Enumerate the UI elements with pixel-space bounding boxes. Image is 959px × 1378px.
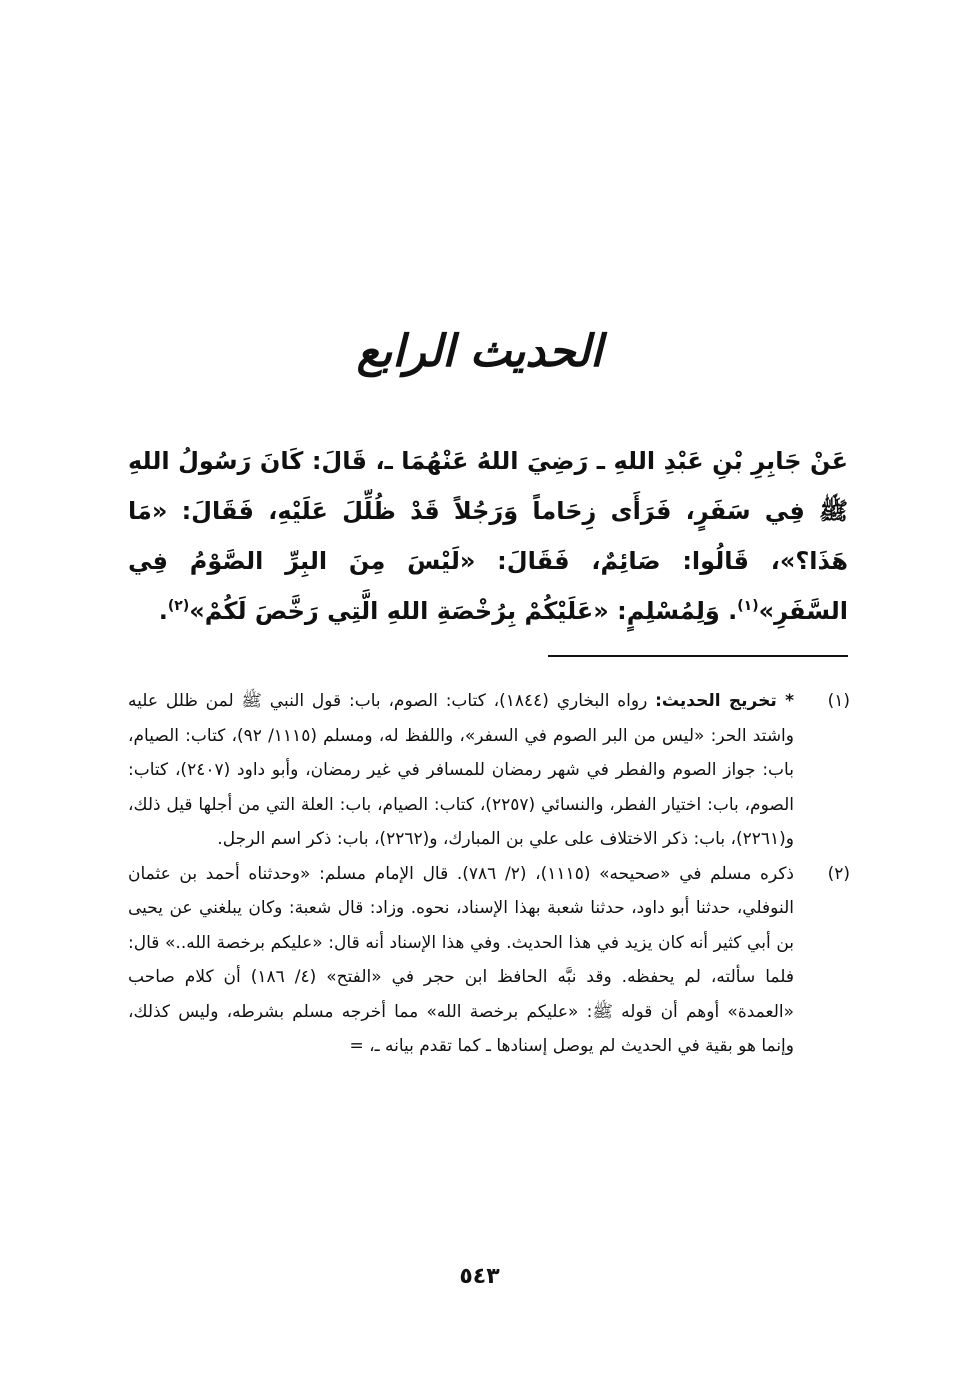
footnotes (128, 684, 850, 1064)
chapter-title: الحديث الرابع (356, 326, 603, 377)
hadith-text-part-1: عَنْ جَابِرِ بْنِ عَبْدِ اللهِ ـ رَضِيَ اللهُ عَنْهُمَا ـ، قَالَ: كَانَ رَسُولُ اللهِ ﷺ فِي سَفَرٍ، فَرَأَى زِحَاماً وَرَجُلاً قَدْ ظُلِّلَ عَلَيْهِ، فَقَالَ: «مَا هَذَا؟»، قَالُوا: صَائِمٌ، فَقَالَ: «لَيْسَ مِنَ البِرِّ الصَّوْمُ فِي السَّفَرِ» (128, 447, 848, 625)
footnote-number: (٢) (827, 863, 850, 884)
hadith-text (128, 436, 848, 636)
footnote-separator (548, 655, 848, 657)
hadith-text-part-2: . وَلِمُسْلِمٍ: «عَلَيْكُمْ بِرُخْصَةِ اللهِ الَّتِي رَخَّصَ لَكُمْ» (189, 597, 738, 625)
footnote-ref-1: (١) (737, 598, 759, 614)
footnote-2 (128, 857, 850, 1064)
footnote-body: رواه البخاري (١٨٤٤)، كتاب: الصوم، باب: قول النبي ﷺ لمن ظلل عليه واشتد الحر: «ليس من البر الصوم في السفر»، واللفظ له، ومسلم (١١١٥/ ٩٢)، كتاب: الصيام، باب: جواز الصوم والفطر في شهر رمضان للمسافر في غير رمضان، وأبو داود (٢٤٠٧)، كتاب: الصوم، باب: اختيار الفطر، والنسائي (٢٢٥٧)، كتاب: الصيام، باب: العلة التي من أجلها قيل ذلك، و(٢٢٦١)، باب: ذكر الاختلاف على علي بن المبارك، و(٢٢٦٢)، باب: ذكر اسم الرجل. (128, 691, 794, 849)
footnote-marker: * تخريج الحديث: (655, 691, 794, 711)
footnote-1 (128, 684, 850, 857)
footnote-number: (١) (827, 691, 850, 711)
footnote-text (128, 684, 794, 857)
footnote-body: ذكره مسلم في «صحيحه» (١١١٥)، (٢/ ٧٨٦). قال الإمام مسلم: «وحدثناه أحمد بن عثمان النوفلي، حدثنا أبو داود، حدثنا شعبة بهذا الإسناد، نحوه. وزاد: قال شعبة: وكان يبلغني عن يحيى بن أبي كثير أنه كان يزيد في هذا الحديث. وفي هذا الإسناد أنه قال: «عليكم برخصة الله..» قال: فلما سألته، لم يحفظه. وقد نبَّه الحافظ ابن حجر في «الفتح» (٤/ ١٨٦) أن كلام صاحب «العمدة» أوهم أن قوله ﷺ: «عليكم برخصة الله» مما أخرجه مسلم بشرطه، وليس كذلك، وإنما هو بقية في الحديث لم يوصل إسنادها ـ كما تقدم بيانه ـ، = (128, 863, 795, 1056)
page-number: ٥٤٣ (459, 1264, 500, 1289)
hadith-text-part-3: . (158, 597, 168, 625)
footnote-text (128, 857, 794, 1064)
footnote-ref-2: (٢) (167, 598, 190, 614)
